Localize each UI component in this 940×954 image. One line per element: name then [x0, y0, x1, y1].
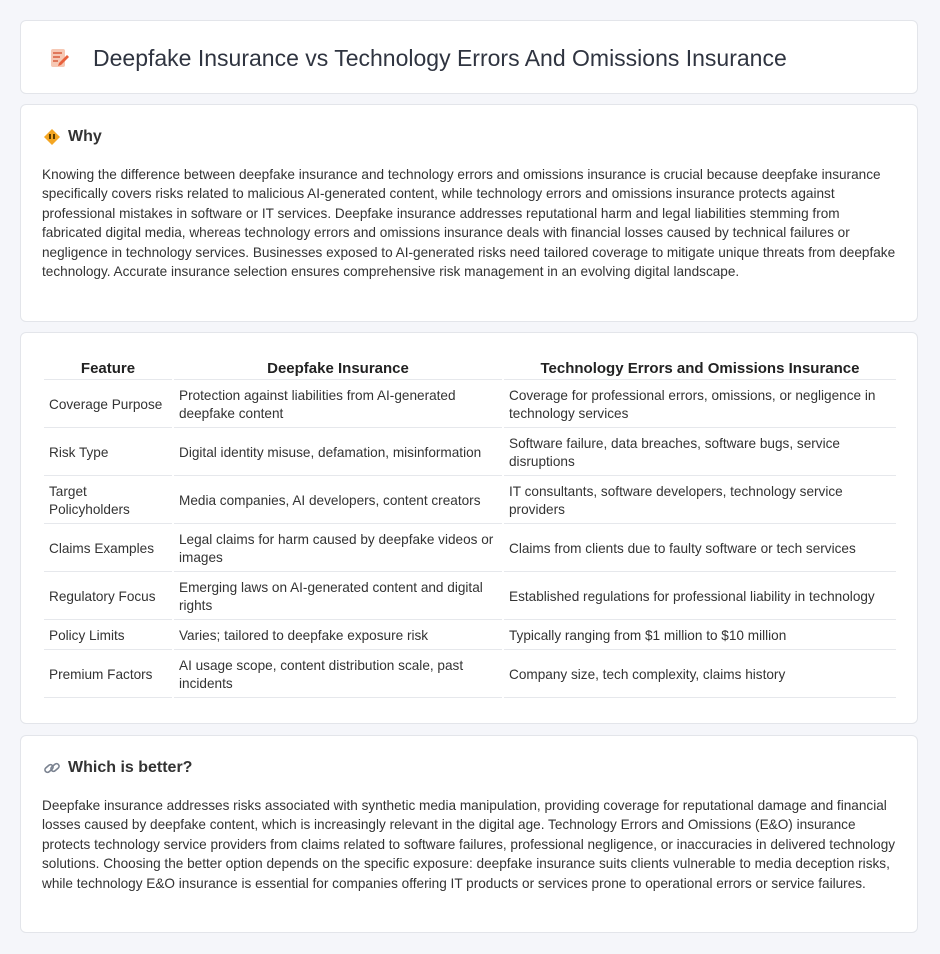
table-row — [44, 622, 896, 650]
tech-eo-cell: Company size, tech complexity, claims history — [504, 652, 896, 698]
why-section — [20, 104, 918, 322]
better-heading — [43, 758, 192, 778]
table-row — [44, 574, 896, 620]
warning-diamond-icon — [43, 128, 61, 146]
which-is-better-section — [20, 735, 918, 933]
why-text: Knowing the difference between deepfake insurance and technology errors and omissions insurance is crucial because deepfake insurance specifically covers risks related to malicious AI-generated content, while technology errors and omissions insurance protects against professional mistakes in software or IT services. Deepfake insurance addresses reputational harm and legal liabilities stemming from fabricated digital media, whereas technology errors and omissions insurance deals with financial losses caused by technical failures or negligence in technology services. Businesses exposed to AI-generated risks need tailored coverage to mitigate unique threats from deepfake technology. Accurate insurance selection ensures comprehensive risk management in an evolving digital landscape. — [42, 167, 896, 280]
deepfake-cell: Protection against liabilities from AI-generated deepfake content — [174, 382, 502, 428]
header-card — [20, 20, 918, 94]
table-header-row — [44, 357, 896, 380]
deepfake-cell: Emerging laws on AI-generated content and digital rights — [174, 574, 502, 620]
why-heading — [43, 127, 102, 147]
table-row — [44, 478, 896, 524]
link-icon — [43, 759, 61, 777]
deepfake-cell: Digital identity misuse, defamation, misinformation — [174, 430, 502, 476]
column-header: Feature — [44, 357, 172, 380]
feature-cell: Claims Examples — [44, 526, 172, 572]
tech-eo-cell: Typically ranging from $1 million to $10 million — [504, 622, 896, 650]
feature-cell: Premium Factors — [44, 652, 172, 698]
better-text: Deepfake insurance addresses risks associated with synthetic media manipulation, providing coverage for reputational damage and financial losses caused by deepfake content, which is increasingly relevant in the digital age. Technology Errors and Omissions (E&O) insurance protects technology service providers from claims related to software failures, professional negligence, or inaccuracies in delivered technology solutions. Choosing the better option depends on the specific exposure: deepfake insurance suits clients vulnerable to media deception risks, while technology E&O insurance is essential for companies offering IT products or services prone to operational errors or service failures. — [42, 798, 896, 891]
feature-cell: Coverage Purpose — [44, 382, 172, 428]
column-header: Deepfake Insurance — [174, 357, 502, 380]
feature-cell: Target Policyholders — [44, 478, 172, 524]
deepfake-cell: Varies; tailored to deepfake exposure risk — [174, 622, 502, 650]
tech-eo-cell: IT consultants, software developers, technology service providers — [504, 478, 896, 524]
tech-eo-cell: Coverage for professional errors, omissions, or negligence in technology services — [504, 382, 896, 428]
deepfake-cell: Legal claims for harm caused by deepfake videos or images — [174, 526, 502, 572]
deepfake-cell: AI usage scope, content distribution scale, past incidents — [174, 652, 502, 698]
comparison-table-card — [20, 332, 918, 724]
why-title: Why — [68, 128, 102, 145]
tech-eo-cell: Established regulations for professional liability in technology — [504, 574, 896, 620]
better-title: Which is better? — [68, 759, 193, 776]
column-header: Technology Errors and Omissions Insurance — [504, 357, 896, 380]
tech-eo-cell: Software failure, data breaches, software bugs, service disruptions — [504, 430, 896, 476]
deepfake-cell: Media companies, AI developers, content creators — [174, 478, 502, 524]
table-row — [44, 382, 896, 428]
table-row — [44, 430, 896, 476]
document-edit-icon — [47, 46, 71, 70]
tech-eo-cell: Claims from clients due to faulty software or tech services — [504, 526, 896, 572]
feature-cell: Regulatory Focus — [44, 574, 172, 620]
feature-cell: Policy Limits — [44, 622, 172, 650]
feature-cell: Risk Type — [44, 430, 172, 476]
table-row — [44, 652, 896, 698]
table-row — [44, 526, 896, 572]
page-title: Deepfake Insurance vs Technology Errors And Omissions Insurance — [93, 45, 787, 71]
comparison-table — [42, 355, 898, 700]
